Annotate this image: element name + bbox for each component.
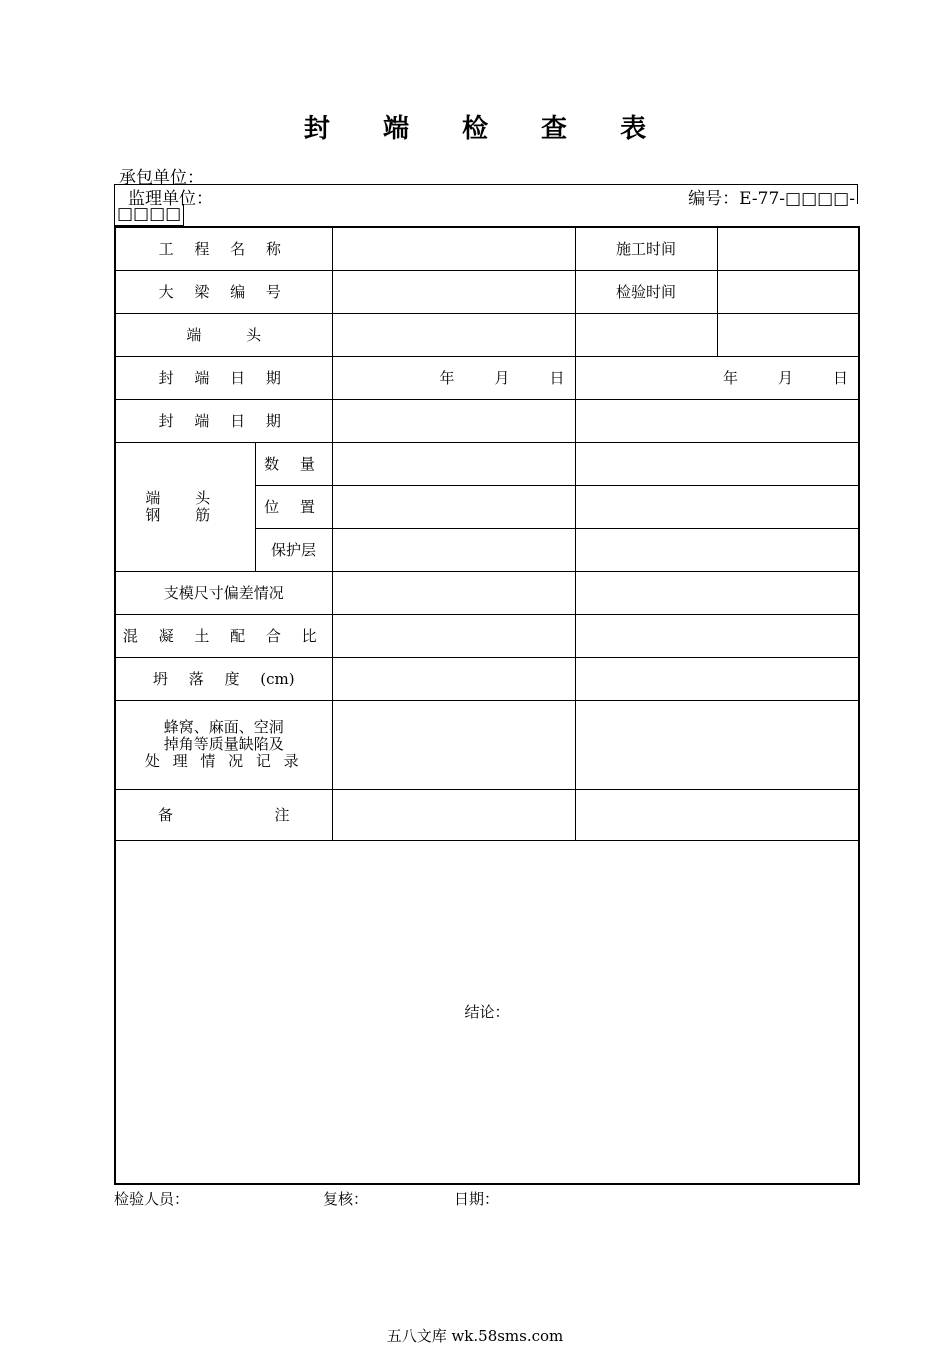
day-label: 日 — [832, 369, 848, 387]
rebar-label — [115, 442, 255, 571]
beam-no-value[interactable] — [332, 270, 575, 313]
slump-value-1[interactable] — [332, 657, 575, 700]
position-label: 位 置 — [255, 485, 332, 528]
conclusion-area[interactable] — [115, 840, 859, 1184]
table-row — [115, 789, 859, 840]
cover-value-2[interactable] — [575, 528, 859, 571]
seal-date-label-2: 封 端 日 期 — [115, 399, 332, 442]
defects-label-line3: 处 理 情 况 记 录 — [144, 752, 303, 770]
construction-time-value[interactable] — [717, 227, 859, 270]
month-label: 月 — [494, 369, 510, 387]
defects-value-2[interactable] — [575, 700, 859, 789]
supervisor-row — [114, 184, 858, 209]
rebar-label-line2: 钢 筋 — [145, 505, 226, 524]
defects-label — [115, 700, 332, 789]
table-row — [115, 571, 859, 614]
end-head-extra-1[interactable] — [575, 313, 717, 356]
table-row — [115, 356, 859, 399]
seal-date-value-2[interactable] — [575, 356, 859, 399]
construction-time-label: 施工时间 — [575, 227, 717, 270]
seal-date-label: 封 端 日 期 — [115, 356, 332, 399]
inspection-time-value[interactable] — [717, 270, 859, 313]
supervisor-label: 监理单位： — [128, 189, 213, 209]
quantity-label: 数 量 — [255, 442, 332, 485]
inspection-table — [114, 226, 860, 1185]
date-label: 日期： — [454, 1190, 500, 1208]
project-name-value[interactable] — [332, 227, 575, 270]
table-row — [115, 227, 859, 270]
formwork-value-1[interactable] — [332, 571, 575, 614]
code-label: 编号：E-77-□□□□- — [688, 189, 855, 209]
table-row — [115, 657, 859, 700]
mix-ratio-label: 混 凝 土 配 合 比 — [115, 614, 332, 657]
table-row — [115, 270, 859, 313]
table-row — [115, 313, 859, 356]
inspector-label: 检验人员： — [114, 1190, 190, 1208]
contractor-label: 承包单位： — [119, 168, 204, 188]
defects-label-line2: 掉角等质量缺陷及 — [163, 735, 284, 753]
quantity-value-2[interactable] — [575, 442, 859, 485]
year-label: 年 — [439, 369, 455, 387]
beam-no-label: 大 梁 编 号 — [115, 270, 332, 313]
rebar-label-line1: 端 头 — [145, 488, 226, 507]
mix-ratio-value-2[interactable] — [575, 614, 859, 657]
form-title: 封 端 检 查 表 — [303, 114, 669, 144]
end-head-value[interactable] — [332, 313, 575, 356]
table-row — [115, 399, 859, 442]
formwork-label: 支模尺寸偏差情况 — [115, 571, 332, 614]
code-continuation: □□□□ — [114, 204, 184, 226]
year-label: 年 — [722, 369, 738, 387]
mix-ratio-value-1[interactable] — [332, 614, 575, 657]
formwork-value-2[interactable] — [575, 571, 859, 614]
cover-label: 保护层 — [255, 528, 332, 571]
seal-date-value-1[interactable] — [332, 356, 575, 399]
table-row — [115, 840, 859, 1184]
table-row — [115, 614, 859, 657]
position-value-1[interactable] — [332, 485, 575, 528]
table-row — [115, 442, 859, 485]
inspection-time-label: 检验时间 — [575, 270, 717, 313]
review-label: 复核： — [323, 1190, 369, 1208]
seal-date-2-value-2[interactable] — [575, 399, 859, 442]
month-label: 月 — [777, 369, 793, 387]
defects-value-1[interactable] — [332, 700, 575, 789]
quantity-value-1[interactable] — [332, 442, 575, 485]
remark-label — [115, 789, 332, 840]
watermark: 五八文库 wk.58sms.com — [386, 1327, 564, 1345]
table-row — [115, 700, 859, 789]
slump-value-2[interactable] — [575, 657, 859, 700]
remark-label-part2: 注 — [274, 806, 290, 824]
remark-value-1[interactable] — [332, 789, 575, 840]
slump-label: 坍 落 度 (cm) — [115, 657, 332, 700]
defects-label-line1: 蜂窝、麻面、空洞 — [163, 718, 284, 736]
conclusion-label: 结论： — [464, 1003, 510, 1022]
seal-date-2-value-1[interactable] — [332, 399, 575, 442]
end-head-label: 端 头 — [115, 313, 332, 356]
end-head-extra-2[interactable] — [717, 313, 859, 356]
remark-label-part1: 备 — [158, 806, 174, 824]
day-label: 日 — [549, 369, 565, 387]
project-name-label: 工 程 名 称 — [115, 227, 332, 270]
remark-value-2[interactable] — [575, 789, 859, 840]
cover-value-1[interactable] — [332, 528, 575, 571]
position-value-2[interactable] — [575, 485, 859, 528]
